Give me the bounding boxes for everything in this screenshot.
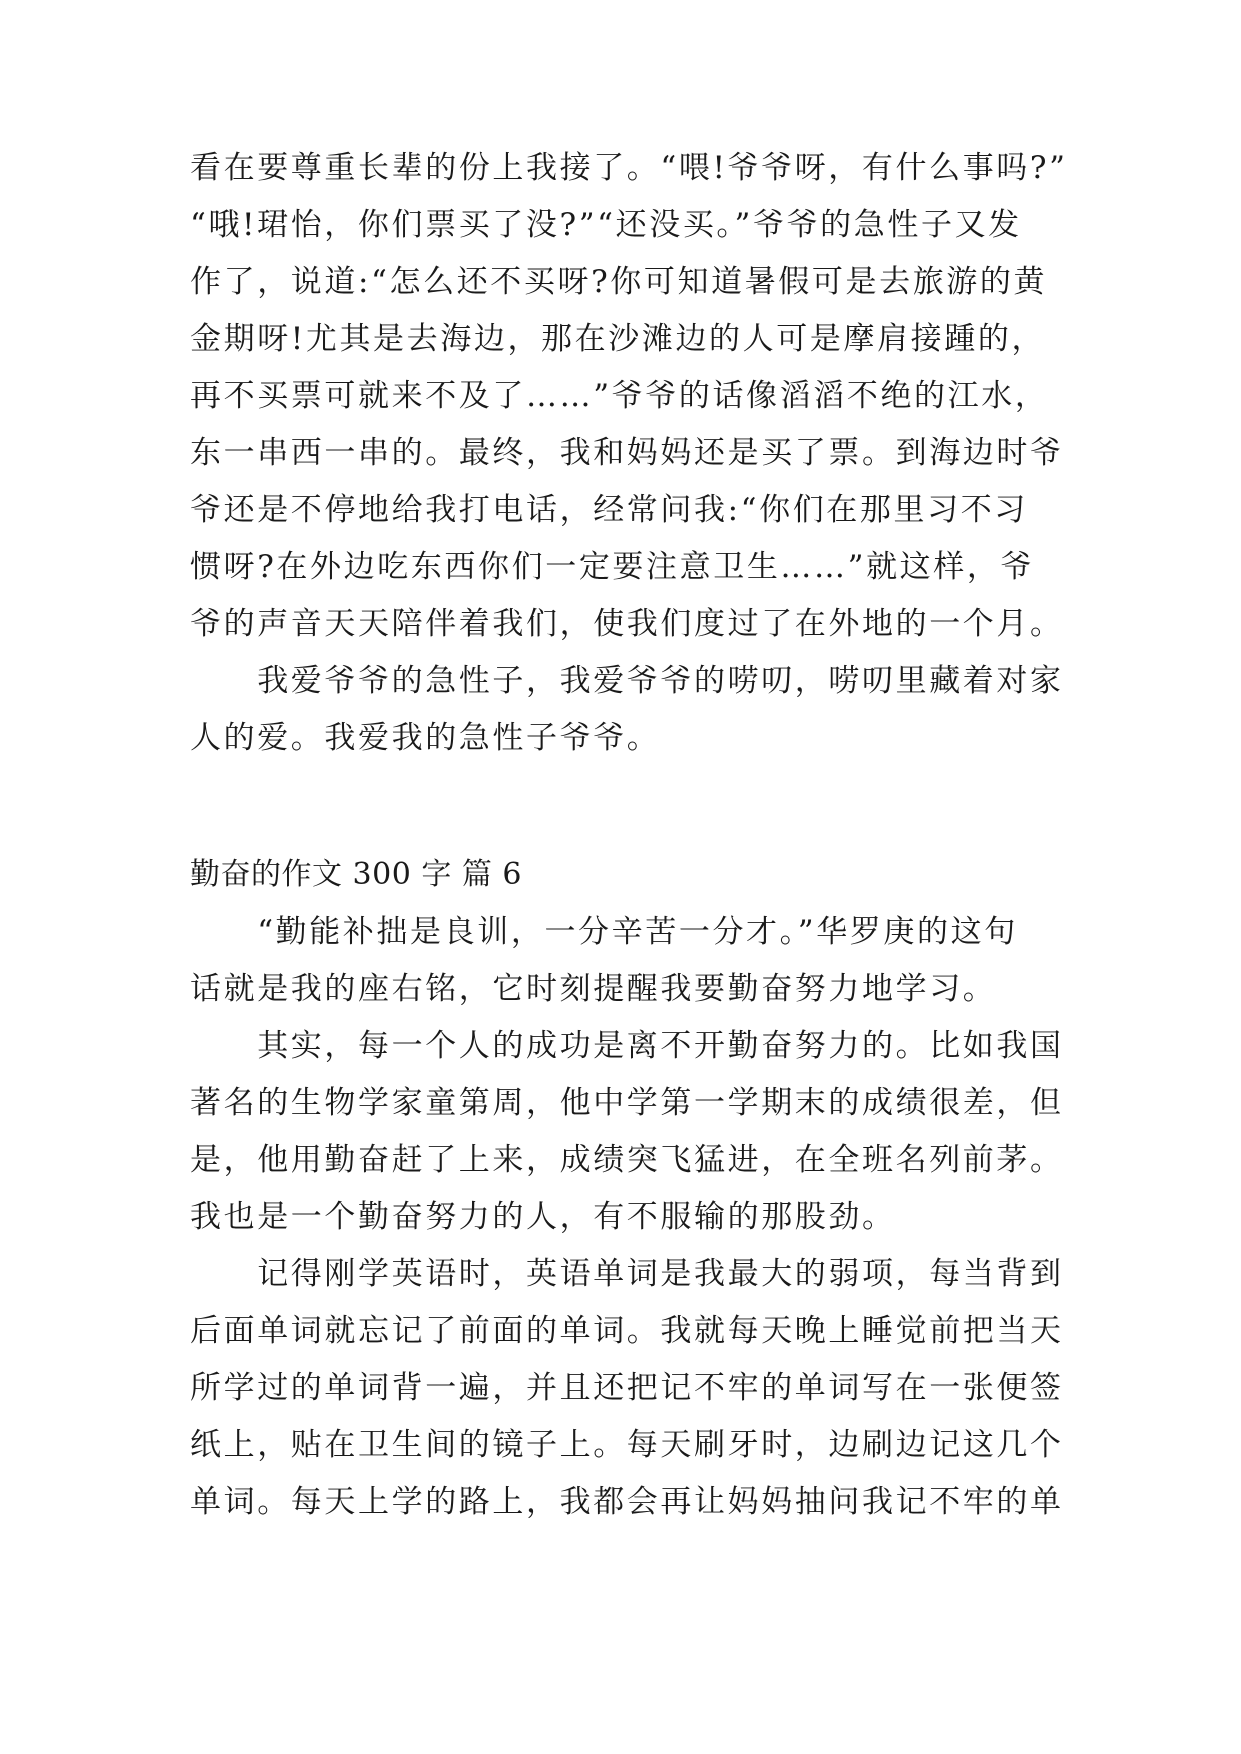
text-line: 话就是我的座右铭，它时刻提醒我要勤奋努力地学习。: [190, 971, 997, 1007]
text-line: 纸上，贴在卫生间的镜子上。每天刷牙时，边刷边记这几个: [190, 1427, 1064, 1463]
text-line: 作了，说道:“怎么还不买呀?你可知道暑假可是去旅游的黄: [190, 264, 1048, 300]
paragraph-start-line: 记得刚学英语时，英语单词是我最大的弱项，每当背到: [190, 1256, 1064, 1292]
text-line: 人的爱。我爱我的急性子爷爷。: [190, 720, 661, 756]
paragraph-start-line: 我爱爷爷的急性子，我爱爷爷的唠叨，唠叨里藏着对家: [190, 663, 1064, 699]
text-line: 我也是一个勤奋努力的人，有不服输的那股劲。: [190, 1199, 896, 1235]
text-line: 惯呀?在外边吃东西你们一定要注意卫生……”就这样，爷: [190, 549, 1035, 585]
section-heading: 勤奋的作文 300 字 篇 6: [190, 857, 522, 892]
text-line: 东一串西一串的。最终，我和妈妈还是买了票。到海边时爷: [190, 435, 1064, 471]
text-line: 看在要尊重长辈的份上我接了。“喂!爷爷呀，有什么事吗?”: [190, 150, 1068, 186]
text-line: 爷还是不停地给我打电话，经常问我:“你们在那里习不习: [190, 492, 1028, 528]
text-line: “哦!珺怡，你们票买了没?”“还没买。”爷爷的急性子又发: [190, 207, 1022, 243]
text-line: 后面单词就忘记了前面的单词。我就每天晚上睡觉前把当天: [190, 1313, 1064, 1349]
text-line: 爷的声音天天陪伴着我们，使我们度过了在外地的一个月。: [190, 606, 1064, 642]
paragraph-start-line: 其实，每一个人的成功是离不开勤奋努力的。比如我国: [190, 1028, 1064, 1064]
paragraph-start-line: “勤能补拙是良训，一分辛苦一分才。”华罗庚的这句: [190, 914, 1018, 950]
text-line: 著名的生物学家童第周，他中学第一学期末的成绩很差，但: [190, 1085, 1064, 1121]
text-line: 金期呀!尤其是去海边，那在沙滩边的人可是摩肩接踵的，: [190, 321, 1046, 357]
text-line: 再不买票可就来不及了……”爷爷的话像滔滔不绝的江水，: [190, 378, 1049, 414]
text-line: 所学过的单词背一遍，并且还把记不牢的单词写在一张便签: [190, 1370, 1064, 1406]
text-line: 是，他用勤奋赶了上来，成绩突飞猛进，在全班名列前茅。: [190, 1142, 1064, 1178]
text-line: 单词。每天上学的路上，我都会再让妈妈抽问我记不牢的单: [190, 1484, 1064, 1520]
